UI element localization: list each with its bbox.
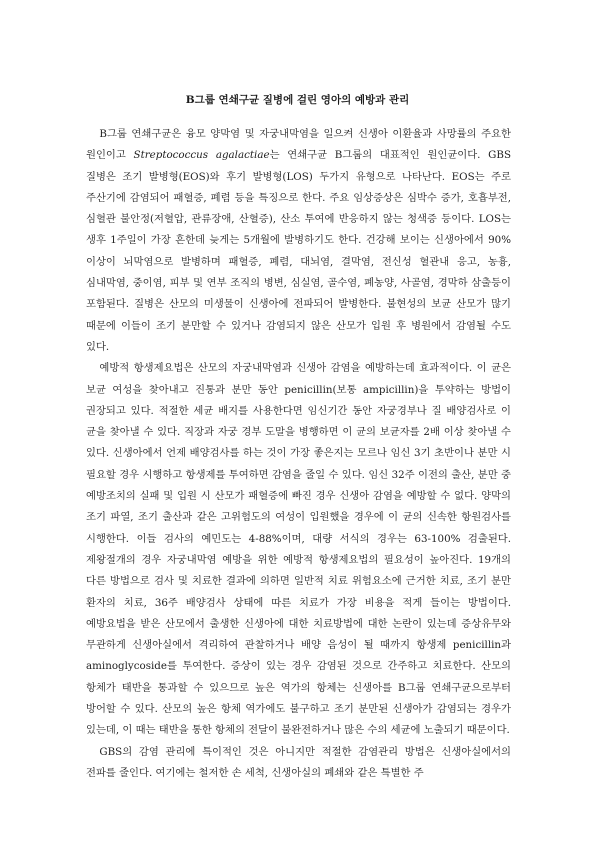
paragraph-text: 는 연쇄구균 B그룹의 대표적인 원인균이다. GBS 질병은 조기 발병형(EOS)와 후기 발병형(LOS) 두가지 유형으로 나타난다. EOS는 주로 주산기에 감염되어 패혈증, 폐렴 등을 특징으로 한다. 주요 임상증상은 심박수 증가, 호흡부전, 심혈관 불안정(저혈압, 관류장애, 산혈증), 산소 투여에 반응하지 않는 청색증 등이다. LOS는 생후 1주일이 가장 흔한데 늦게는 5개월에 발병하기도 한다. 건강해 보이는 신생아에서 90% 이상이 뇌막염으로 발병하며 패혈증, 폐렴, 대뇌염, 결막염, 전신성 혈관내 응고, 농흉, 심내막염, 중이염, 피부 및 연부 조직의 병변, 심실염, 골수염, 폐농양, 사골염, 경막하 삼출등이 포함된다. 질병은 산모의 미생물이 신생아에 전파되어 발병한다. 불현성의 보균 산모가 많기 때문에 이들이 조기 분만할 수 있거나 감염되지 않은 산모가 입원 후 병원에서 감염될 수도 있다. [86, 149, 512, 353]
paragraph-gbs-overview [86, 124, 511, 358]
species-name: Streptococcus agalactiae [133, 149, 270, 162]
document-body [86, 124, 511, 784]
paragraph-text: B그룹 연쇄구균은 융모 양막염 및 자궁내막염을 일으켜 신생아 이환율과 사망률의 주요한 원인이고 [86, 128, 511, 162]
document-title: B그룹 연쇄구균 질병에 걸린 영아의 예방과 관리 [185, 94, 410, 106]
paragraph-prophylaxis: 예방적 항생제요법은 산모의 자궁내막염과 신생아 감염을 예방하는데 효과적이다. 이 균은 보균 여성을 찾아내고 진통과 분만 동안 penicillin(보통 ampicillin)을 투약하는 방법이 권장되고 있다. 적절한 세균 배지를 사용한다면 임신기간 동안 자궁경부나 질 배양검사로 이 균을 찾아낼 수 있다. 직장과 자궁 경부 도말을 병행하면 이 균의 보균자를 2배 이상 찾아낼 수 있다. 신생아에서 언제 배양검사를 하는 것이 가장 좋은지는 모르나 임신 3기 초반이나 분만 시 필요할 경우 시행하고 항생제를 투여하면 감염을 줄일 수 있다. 임신 32주 이전의 출산, 분만 중 예방조치의 실패 및 입원 시 산모가 패혈증에 빠진 경우 신생아 감염을 예방할 수 없다. 양막의 조기 파열, 조기 출산과 같은 고위험도의 여성이 입원했을 경우에 이 균의 신속한 항원검사를 시행한다. 이들 검사의 예민도는 4-88%이며, 대량 서식의 경우는 63-100% 검출된다. 제왕절개의 경우 자궁내막염 예방을 위한 예방적 항생제요법의 필요성이 높아진다. 19개의 다른 방법으로 검사 및 치료한 결과에 의하면 일반적 치료 위험요소에 근거한 치료, 조기 분만 환자의 치료, 36주 배양검사 상태에 따른 치료가 가장 비용을 적게 들이는 방법이다. 예방요법을 받은 산모에서 출생한 신생아에 대한 치료방법에 대한 논란이 있는데 증상유무와 무관하게 신생아실에서 격리하여 관찰하거나 배양 음성이 될 때까지 항생제 penicillin과 aminoglycoside를 투여한다. 증상이 있는 경우 감염된 것으로 간주하고 치료한다. 산모의 항체가 태반을 통과할 수 있으므로 높은 역가의 항체는 신생아를 B그룹 연쇄구균으로부터 방어할 수 있다. 산모의 높은 항체 역가에도 불구하고 조기 분만된 신생아가 감염되는 경우가 있는데, 이 때는 태반을 통한 항체의 전달이 불완전하거나 많은 수의 세균에 노출되기 때문이다. [86, 362, 511, 737]
paragraph-infection-control: GBS의 감염 관리에 특이적인 것은 아니지만 적절한 감염관리 방법은 신생아실에서의 전파를 줄인다. 여기에는 철저한 손 세척, 신생아실의 폐쇄와 같은 특별한 주 [86, 745, 511, 779]
